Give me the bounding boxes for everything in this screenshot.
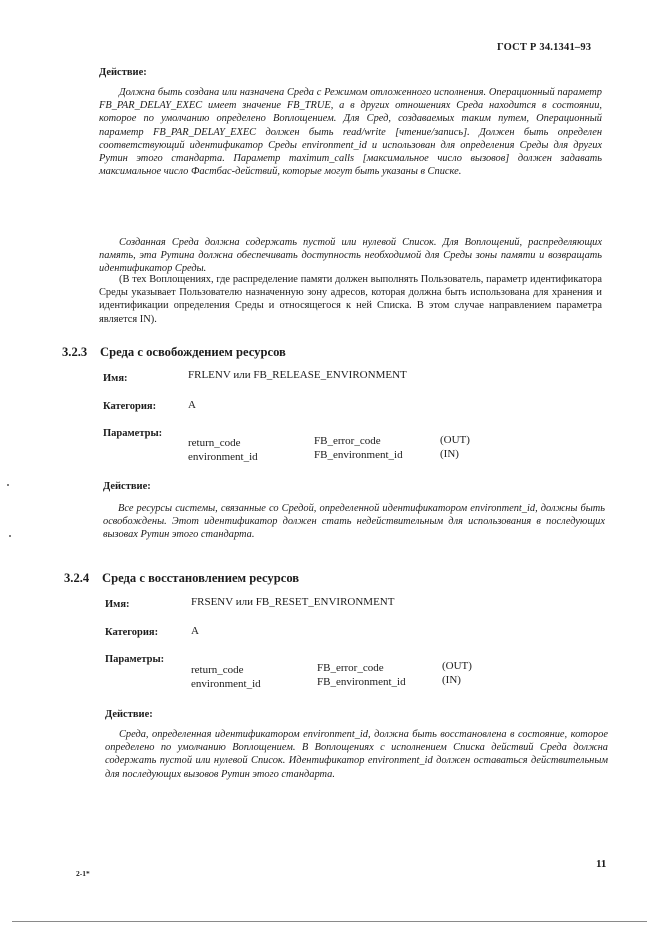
param-direction: (OUT) [440, 434, 470, 446]
standard-header: ГОСТ Р 34.1341–93 [497, 42, 592, 53]
name-value: FRLENV или FB_RELEASE_ENVIRONMENT [188, 369, 407, 381]
name-label: Имя: [105, 599, 130, 610]
section-title: Среда с освобождением ресурсов [100, 345, 286, 359]
intro-action-label: Действие: [99, 67, 147, 78]
action-text: Все ресурсы системы, связанные со Средой, определенной идентификатором environment_id, должны быть освобождены. Этот идентификатор должен стать недействительным для использования в последующих вызовах Рутин этого стандарта. [103, 503, 605, 541]
intro-paragraph-2: Созданная Среда должна содержать пустой или нулевой Список. Для Воплощений, распределяющих память, эта Рутина должна обеспечивать доступность необходимой для Среды зоны памяти и возвращать идентификатор Среды. [99, 237, 602, 275]
section-title: Среда с восстановлением ресурсов [102, 571, 300, 585]
category-label: Категория: [105, 627, 159, 638]
param-direction: (IN) [442, 674, 461, 686]
category-value: A [188, 399, 196, 411]
print-mark: 2-1* [76, 869, 90, 878]
section-number: 3.2.3 [62, 345, 88, 359]
category-label: Категория: [103, 401, 157, 412]
action-text: Среда, определенная идентификатором environment_id, должна быть восстановлена в состояние, которое определено по умолчанию Воплощением. В Воплощениях с исполнением Списка действий Среда должна содержать пустой или нулевой Список. Идентификатор environment_id должен оставаться действительным для последующих вызовов Рутин этого стандарта. [105, 729, 608, 780]
intro-paragraph-1: Должна быть создана или назначена Среда с Режимом отложенного исполнения. Операционный параметр FB_PAR_DELAY_EXEC имеет значение FB_TRUE, а в других отношениях Среда находится в состоянии, которое по умолчанию определено Воплощением. Для Сред, создаваемых таким путем, Операционный параметр FB_PAR_DELAY_EXEC должен быть read/write [чтение/запись]. Должен быть определен соответствующий идентификатор Среды environment_id и использован для определения Среды для других Рутин этого стандарта. Параметр maximum_calls [максимальное число вызовов] должен задавать максимальное число Фастбас-действий, которые могут быть указаны в Списке. [99, 87, 602, 178]
param-type: FB_error_code [314, 435, 381, 447]
param-type: FB_error_code [317, 662, 384, 674]
param-name: return_code [188, 437, 241, 449]
param-type: FB_environment_id [317, 676, 406, 688]
param-direction: (IN) [440, 448, 459, 460]
bottom-rule [12, 921, 647, 922]
scan-speck [7, 484, 9, 486]
intro-paragraph-3: (В тех Воплощениях, где распределение памяти должен выполнять Пользователь, параметр идентификатора Среды указывает Пользователю назначенную зону адресов, которая должна быть использована для хранения и идентификации определения Среды и относящегося к ней Списка. В этом случае направлением параметра является IN). [99, 274, 602, 325]
param-type: FB_environment_id [314, 449, 403, 461]
param-name: return_code [191, 664, 244, 676]
section-number: 3.2.4 [64, 571, 90, 585]
param-name: environment_id [188, 451, 258, 463]
category-value: A [191, 625, 199, 637]
name-value: FRSENV или FB_RESET_ENVIRONMENT [191, 596, 395, 608]
params-label: Параметры: [105, 654, 165, 665]
action-label: Действие: [105, 709, 153, 720]
params-label: Параметры: [103, 428, 163, 439]
scan-speck [9, 535, 11, 537]
param-name: environment_id [191, 678, 261, 690]
action-label: Действие: [103, 481, 151, 492]
param-direction: (OUT) [442, 660, 472, 672]
name-label: Имя: [103, 373, 128, 384]
page-number: 11 [596, 858, 607, 870]
